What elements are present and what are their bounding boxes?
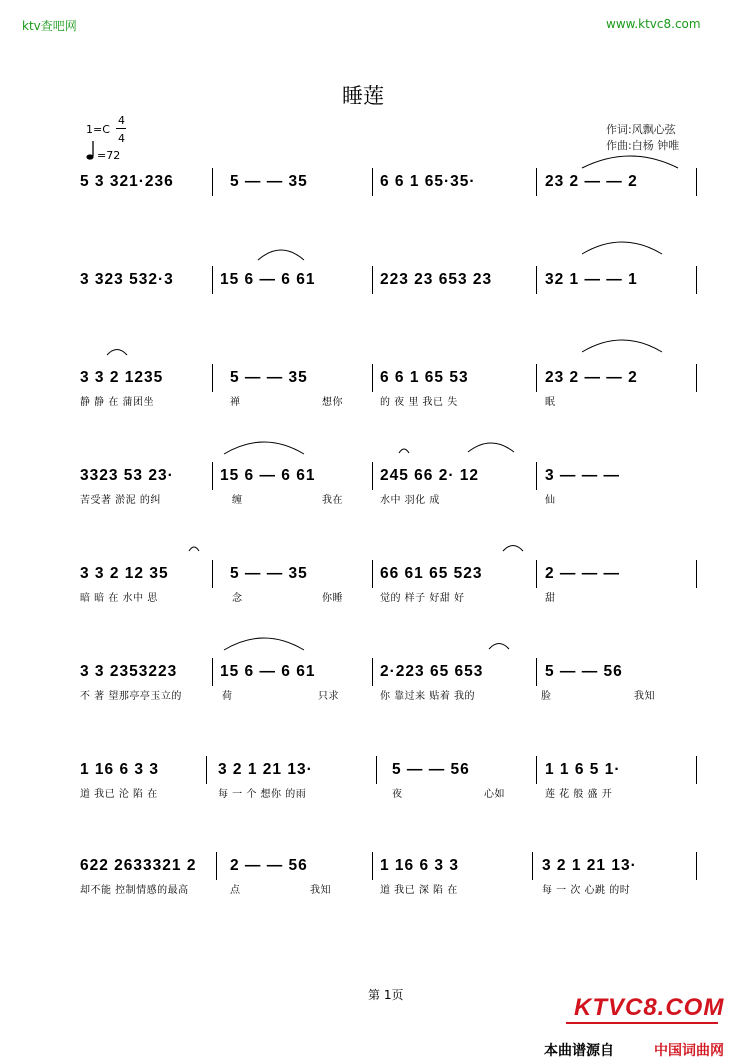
lyric-line: 苦受著 淤泥 的纠	[80, 495, 161, 506]
song-title: 睡莲	[342, 84, 384, 108]
barline	[532, 852, 533, 880]
barline	[696, 560, 697, 588]
measure-notes: 1 16 6 3 3	[80, 761, 159, 778]
lyric-line: 想你	[322, 397, 343, 408]
barline	[696, 756, 697, 784]
key-signature: 1=C	[86, 123, 110, 136]
measure-notes: 15 6 — 6 61	[220, 663, 316, 680]
lyric-line: 莲 花 般 盛 开	[545, 789, 613, 800]
measure-notes: 23 2 — — 2	[545, 173, 638, 190]
time-sig-bottom: 4	[118, 132, 125, 145]
lyricist-credit: 作词:风飘心弦	[606, 123, 676, 136]
barline	[372, 168, 373, 196]
lyric-line: 脸	[541, 691, 552, 702]
slur	[398, 446, 410, 454]
slur	[222, 632, 306, 652]
measure-notes: 6 6 1 65·35·	[380, 173, 476, 190]
slur	[188, 544, 200, 552]
barline	[696, 364, 697, 392]
lyric-line: 只求	[318, 691, 339, 702]
lyric-line: 禅	[230, 397, 241, 408]
lyric-line: 的 夜 里 我已 失	[380, 397, 458, 408]
barline	[372, 560, 373, 588]
slur	[580, 236, 664, 256]
barline	[372, 658, 373, 686]
measure-notes: 3 — — —	[545, 467, 621, 484]
source-site[interactable]: 中国词曲网	[654, 1043, 724, 1059]
barline	[536, 560, 537, 588]
barline	[372, 462, 373, 490]
lyric-line: 我知	[634, 691, 655, 702]
lyric-line: 暗 暗 在 水中 思	[80, 593, 158, 604]
lyric-line: 夜	[392, 789, 403, 800]
slur	[466, 438, 516, 454]
lyric-line: 我在	[322, 495, 343, 506]
lyric-line: 静 静 在 蒲团坐	[80, 397, 155, 408]
slur	[222, 436, 306, 456]
measure-notes: 66 61 65 523	[380, 565, 483, 582]
measure-notes: 5 — — 56	[545, 663, 623, 680]
slur	[488, 640, 510, 650]
time-sig-line	[116, 128, 126, 129]
barline	[536, 364, 537, 392]
barline	[376, 756, 377, 784]
lyric-line: 仙	[545, 495, 556, 506]
measure-notes: 245 66 2· 12	[380, 467, 480, 484]
source-label: 本曲谱源自	[544, 1043, 614, 1059]
measure-notes: 15 6 — 6 61	[220, 467, 316, 484]
barline	[206, 756, 207, 784]
lyric-line: 甜	[545, 593, 556, 604]
slur	[106, 346, 128, 356]
slur	[580, 150, 680, 170]
barline	[536, 658, 537, 686]
barline	[212, 364, 213, 392]
tempo-mark: =72	[97, 149, 121, 162]
site-url-right[interactable]: www.ktvc8.com	[606, 17, 701, 31]
slur	[502, 542, 524, 552]
measure-notes: 622 2633321 2	[80, 857, 197, 874]
lyric-line: 每 一 次 心跳 的时	[542, 885, 631, 896]
time-sig-top: 4	[118, 114, 125, 127]
barline	[212, 560, 213, 588]
measure-notes: 32 1 — — 1	[545, 271, 638, 288]
lyric-line: 你 靠过来 贴着 我的	[380, 691, 476, 702]
slur	[256, 244, 306, 262]
measure-notes: 3 3 2 1235	[80, 369, 164, 386]
barline	[216, 852, 217, 880]
measure-notes: 2 — — —	[545, 565, 621, 582]
lyric-line: 却不能 控制情感的最高	[80, 885, 189, 896]
measure-notes: 5 — — 35	[230, 565, 308, 582]
lyric-line: 念	[232, 593, 243, 604]
barline	[212, 266, 213, 294]
measure-notes: 5 — — 56	[392, 761, 470, 778]
site-name-left[interactable]: ktv查吧网	[22, 19, 77, 33]
lyric-line: 缠	[232, 495, 243, 506]
barline	[372, 266, 373, 294]
lyric-line: 觉的 样子 好甜 好	[380, 593, 465, 604]
measure-notes: 3 2 1 21 13·	[218, 761, 313, 778]
lyric-line: 道 我已 深 陷 在	[380, 885, 458, 896]
barline	[372, 364, 373, 392]
measure-notes: 223 23 653 23	[380, 271, 493, 288]
measure-notes: 1 16 6 3 3	[380, 857, 459, 874]
lyric-line: 我知	[310, 885, 331, 896]
barline	[696, 852, 697, 880]
lyric-line: 水中 羽化 成	[380, 495, 440, 506]
barline	[212, 168, 213, 196]
measure-notes: 3 323 532·3	[80, 271, 174, 288]
site-logo: KTVC8.COM	[574, 994, 725, 1021]
measure-notes: 5 — — 35	[230, 173, 308, 190]
page-number: 第 1页	[368, 988, 404, 1002]
measure-notes: 6 6 1 65 53	[380, 369, 469, 386]
lyric-line: 眠	[545, 397, 556, 408]
measure-notes: 5 — — 35	[230, 369, 308, 386]
lyric-line: 荷	[222, 691, 233, 702]
composer-credit: 作曲:白杨 钟唯	[606, 139, 680, 152]
barline	[536, 462, 537, 490]
measure-notes: 2·223 65 653	[380, 663, 484, 680]
lyric-line: 点	[230, 885, 241, 896]
barline	[696, 168, 697, 196]
measure-notes: 3 3 2353223	[80, 663, 178, 680]
lyric-line: 不 著 望那亭亭玉立的	[80, 691, 182, 702]
lyric-line: 道 我已 沦 陷 在	[80, 789, 158, 800]
slur	[580, 334, 664, 354]
quarter-note-icon	[86, 140, 96, 166]
measure-notes: 23 2 — — 2	[545, 369, 638, 386]
logo-underline	[566, 1022, 718, 1024]
measure-notes: 3323 53 23·	[80, 467, 174, 484]
lyric-line: 你睡	[322, 593, 343, 604]
barline	[212, 462, 213, 490]
lyric-line: 心如	[484, 789, 505, 800]
lyric-line: 每 一 个 想你 的雨	[218, 789, 307, 800]
measure-notes: 1 1 6 5 1·	[545, 761, 621, 778]
measure-notes: 3 3 2 12 35	[80, 565, 169, 582]
measure-notes: 3 2 1 21 13·	[542, 857, 637, 874]
barline	[372, 852, 373, 880]
barline	[536, 266, 537, 294]
barline	[212, 658, 213, 686]
barline	[696, 266, 697, 294]
measure-notes: 2 — — 56	[230, 857, 308, 874]
measure-notes: 15 6 — 6 61	[220, 271, 316, 288]
barline	[536, 168, 537, 196]
barline	[536, 756, 537, 784]
measure-notes: 5 3 321·236	[80, 173, 174, 190]
